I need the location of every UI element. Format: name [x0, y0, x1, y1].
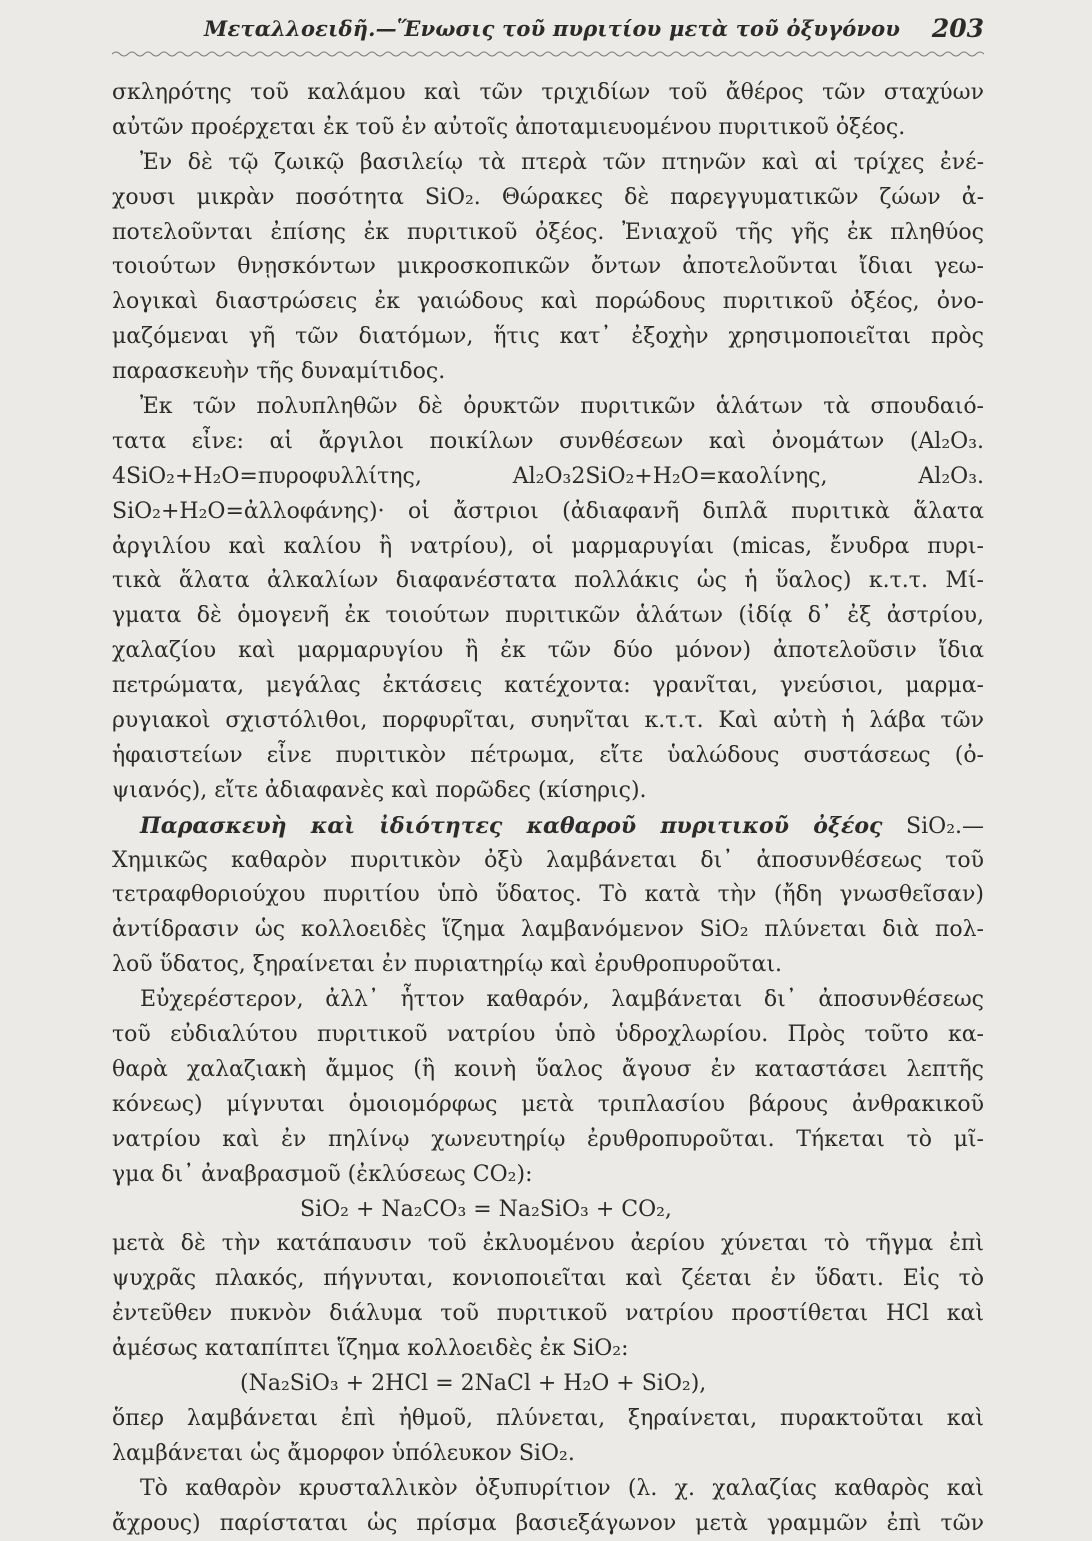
text-line: μετὰ δὲ τὴν κατάπαυσιν τοῦ ἐκλυομένου ἀερίου χύνεται τὸ τῆγμα ἐπὶ: [112, 1231, 984, 1257]
header-wavy-rule: [112, 50, 984, 58]
text-line: λοῦ ὕδατος, ξηραίνεται ἐν πυριατηρίῳ καὶ ἐρυθροπυροῦται.: [112, 952, 782, 978]
text-line: ρυγιακοὶ σχιστόλιθοι, πορφυρῖται, συηνῖται κ.τ.τ. Καὶ αὐτὴ ἡ λάβα τῶν: [112, 708, 984, 734]
section-heading: [112, 809, 984, 844]
text-line: Εὐχερέστερον, ἀλλ᾽ ἧττον καθαρόν, λαμβάνεται δι᾽ ἀποσυνθέσεως: [140, 987, 984, 1013]
text-line: ἐντεῦθεν πυκνὸν διάλυμα τοῦ πυριτικοῦ νατρίου προστίθεται HCl καὶ: [112, 1301, 984, 1327]
text-line: παρασκευὴν τῆς δυναμίτιδος.: [112, 359, 446, 385]
text-line: ὅπερ λαμβάνεται ἐπὶ ἠθμοῦ, πλύνεται, ξηραίνεται, πυρακτοῦται καὶ: [112, 1405, 984, 1431]
section-heading-formula: SiO₂.—: [882, 813, 984, 839]
text-line: αὐτῶν προέρχεται ἐκ τοῦ ἐν αὐτοῖς ἀποταμιευομένου πυριτικοῦ ὀξέος.: [112, 114, 906, 140]
text-line: γματα δὲ ὁμογενῆ ἐκ τοιούτων πυριτικῶν ἁλάτων (ἰδίᾳ δ᾽ ἐξ ἀστρίου,: [112, 603, 984, 629]
text-line: λογικαὶ διαστρώσεις ἐκ γαιώδους καὶ πορώδους πυριτικοῦ ὀξέος, ὀνο-: [112, 289, 984, 315]
text-line: γμα δι᾽ ἀναβρασμοῦ (ἐκλύσεως CO₂):: [112, 1161, 533, 1187]
text-line: τετραφθοριούχου πυριτίου ὑπὸ ὕδατος. Τὸ κατὰ τὴν (ἤδη γνωσθεῖσαν): [112, 882, 984, 908]
text-line: λαμβάνεται ὡς ἄμορφον ὑπόλευκον SiO₂.: [112, 1440, 575, 1466]
text-line: Ἐκ τῶν πολυπληθῶν δὲ ὀρυκτῶν πυριτικῶν ἁλάτων τὰ σπουδαιό-: [140, 394, 984, 420]
running-title: Μεταλλοειδῆ.—Ἕνωσις τοῦ πυριτίου μετὰ τοῦ ὀξυγόνου: [204, 16, 901, 41]
text-line: Χημικῶς καθαρὸν πυριτικὸν ὀξὺ λαμβάνεται δι᾽ ἀποσυνθέσεως τοῦ: [112, 847, 984, 873]
text-line: τοῦ εὐδιαλύτου πυριτικοῦ νατρίου ὑπὸ ὑδροχλωρίου. Πρὸς τοῦτο κα-: [112, 1022, 984, 1048]
page-number: 203: [931, 14, 984, 43]
text-line: Ἐν δὲ τῷ ζωικῷ βασιλείῳ τὰ πτερὰ τῶν πτηνῶν καὶ αἱ τρίχες ἐνέ-: [140, 149, 984, 175]
text-line: ἄχρους) παρίσταται ὡς πρίσμα βασιεξάγωνον μετὰ γραμμῶν ἐπὶ τῶν: [112, 1510, 984, 1536]
text-line: πετρώματα, μεγάλας ἐκτάσεις κατέχοντα: γρανῖται, γνεύσιοι, μαρμα-: [112, 673, 984, 699]
section-heading-title: Παρασκευὴ καὶ ἰδιότητες καθαροῦ πυριτικοῦ ὀξέος: [140, 812, 883, 839]
text-line: ἀντίδρασιν ὡς κολλοειδὲς ἵζημα λαμβανόμενον SiO₂ πλύνεται διὰ πολ-: [112, 917, 984, 943]
text-line: ψυχρᾶς πλακός, πήγνυται, κονιοποιεῖται καὶ ζέεται ἐν ὕδατι. Εἰς τὸ: [112, 1266, 984, 1292]
text-line: σκληρότης τοῦ καλάμου καὶ τῶν τριχιδίων τοῦ ἄθέρος τῶν σταχύων: [112, 80, 984, 105]
chemical-equation: (Na₂SiO₃ + 2HCl = 2NaCl + H₂O + SiO₂),: [240, 1370, 707, 1396]
body-text: [112, 76, 984, 1541]
text-line: τοιούτων θνῃσκόντων μικροσκοπικῶν ὄντων ἀποτελοῦνται ἴδιαι γεω-: [112, 254, 984, 280]
text-line: νατρίου καὶ ἐν πηλίνῳ χωνευτηρίῳ ἐρυθροπυροῦται. Τήκεται τὸ μῖ-: [112, 1126, 984, 1152]
text-line: μαζόμεναι γῆ τῶν διατόμων, ἥτις κατ᾽ ἐξοχὴν χρησιμοποιεῖται πρὸς: [112, 324, 984, 350]
chemical-equation: SiO₂ + Na₂CO₃ = Na₂SiO₃ + CO₂,: [300, 1196, 672, 1222]
text-line: ψιανός), εἴτε ἀδιαφανὲς καὶ πορῶδες (κίσηρις).: [112, 777, 647, 803]
text-line: χουσι μικρὰν ποσότητα SiO₂. Θώρακες δὲ παρεγγυματικῶν ζώων ἀ-: [112, 184, 984, 210]
text-line: θαρὰ χαλαζιακὴ ἄμμος (ἢ κοινὴ ὕαλος ἄγουσ ἐν καταστάσει λεπτῆς: [112, 1056, 984, 1082]
text-line: SiO₂+H₂O=ἀλλοφάνης)· οἱ ἄστριοι (ἀδιαφανῆ διπλᾶ πυριτικὰ ἅλατα: [112, 498, 984, 524]
text-line: ἀμέσως καταπίπτει ἵζημα κολλοειδὲς ἐκ SiO₂:: [112, 1336, 629, 1362]
text-line: τατα εἶνε: αἱ ἄργιλοι ποικίλων συνθέσεων καὶ ὀνομάτων (Al₂O₃.: [112, 428, 984, 454]
text-line: χαλαζίου καὶ μαρμαρυγίου ἢ ἐκ τῶν δύο μόνον) ἀποτελοῦσιν ἴδια: [112, 638, 984, 664]
text-line: ποτελοῦνται ἐπίσης ἐκ πυριτικοῦ ὀξέος. Ἐνιαχοῦ τῆς γῆς ἐκ πληθύος: [112, 219, 984, 245]
text-line: τικὰ ἅλατα ἀλκαλίων διαφανέστατα πολλάκις ὡς ἡ ὕαλος) κ.τ.τ. Μί-: [112, 568, 984, 594]
page-header: [112, 12, 984, 52]
text-line: κόνεως) μίγνυται ὁμοιομόρφως μετὰ τριπλασίου βάρους ἀνθρακικοῦ: [112, 1091, 984, 1117]
text-line: 4SiO₂+H₂O=πυροφυλλίτης, Al₂O₃2SiO₂+H₂O=καολίνης, Al₂O₃.: [112, 463, 984, 489]
text-line: Τὸ καθαρὸν κρυσταλλικὸν ὀξυπυρίτιον (λ. χ. χαλαζίας καθαρὸς καὶ: [140, 1475, 984, 1501]
text-line: ἡφαιστείων εἶνε πυριτικὸν πέτρωμα, εἴτε ὑαλώδους συστάσεως (ὀ-: [112, 742, 984, 768]
text-line: ἀργιλίου καὶ καλίου ἢ νατρίου), οἱ μαρμαρυγίαι (micas, ἔνυδρα πυρι-: [112, 533, 984, 559]
